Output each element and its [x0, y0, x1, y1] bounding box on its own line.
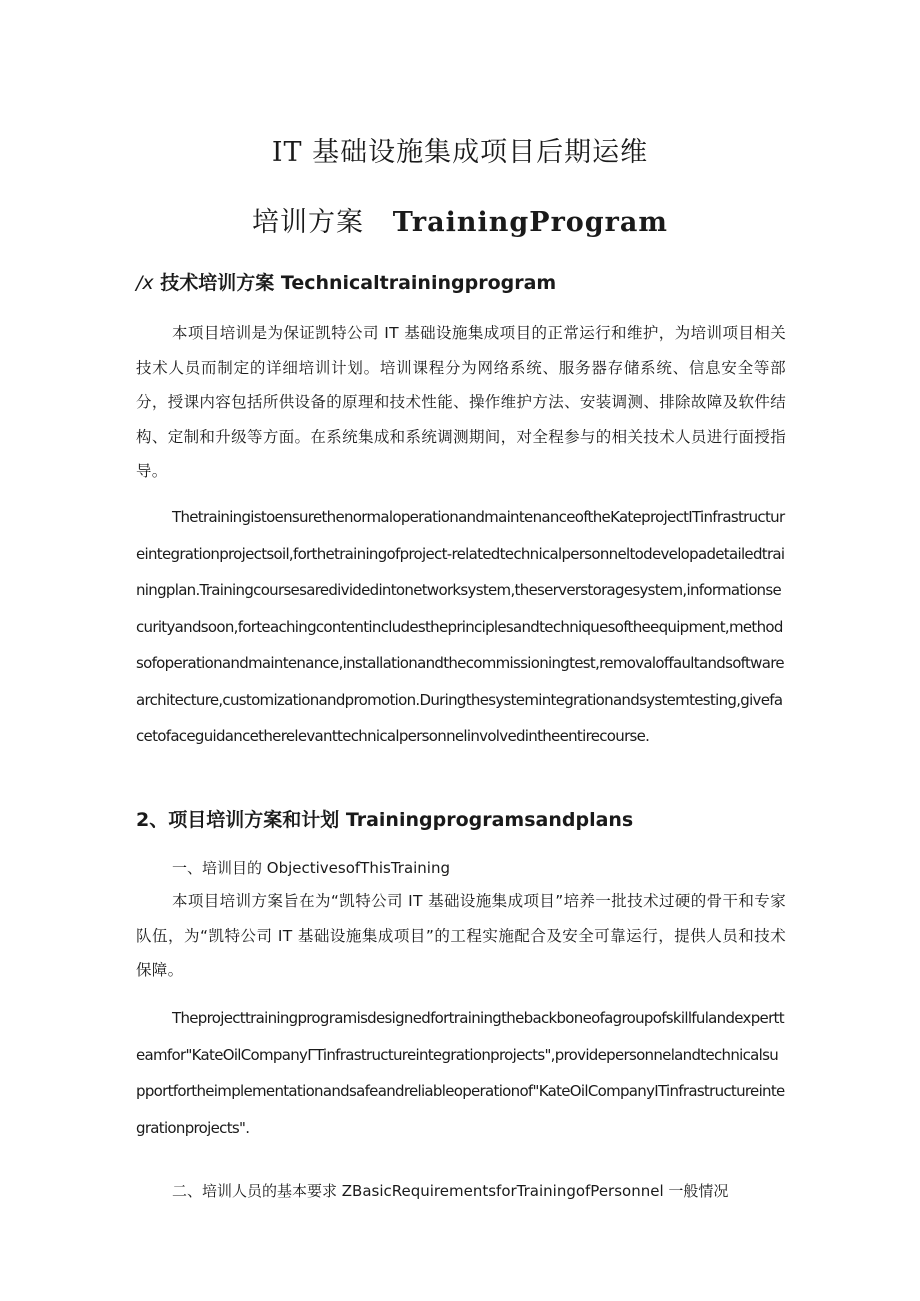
document-subtitle	[0, 200, 920, 239]
subheading-objectives: 一、培训目的 ObjectivesofThisTraining	[172, 859, 451, 877]
section-number-2: 2、	[136, 809, 169, 831]
subtitle-en: TrainingProgram	[392, 207, 668, 238]
section-2-paragraph-en: Theprojecttrainingprogramisdesignedfortrainingthebackboneofagroupofskillfulandexpertteamfor"KateOilCompanyΓTinfrastructureintegrationprojects",providepersonnelandtechnicalsupportfortheimplementationandsafeandreliableoperationof"KateOilCompanyITinfrastructureintegrationprojects".	[136, 1009, 785, 1137]
section-1-paragraph-en: ThetrainingistoensurethenormaloperationandmaintenanceoftheKateprojectITinfrastructureintegrationprojectsoil,forthetrainingofproject-relatedtechnicalpersonneltodevelopadetailedtrainingplan.Trainingcoursesaredividedintonetworksystem,theserverstoragesystem,informationsecurityandsoon,forteachingcontentincludestheprinciplesandtechniquesoftheequipment,methodsofoperationandmaintenance,installationandthecommissioningtest,removaloffaultandsoftwarearchitecture,customizationandpromotion.Duringthesystemintegrationandsystemtesting,givefacetofaceguidancetherelevanttechnicalpersonnelinvolvedintheentirecourse.	[136, 508, 785, 745]
subtitle-zh: 培训方案	[252, 207, 365, 238]
section-2-paragraph-zh: 本项目培训方案旨在为“凯特公司 IT 基础设施集成项目”培养一批技术过硬的骨干和专家队伍，为“凯特公司 IT 基础设施集成项目”的工程实施配合及安全可靠运行，提供人员和技术保障。	[136, 892, 786, 979]
section-heading-2	[136, 805, 633, 832]
subheading-requirements: 二、培训人员的基本要求 ZBasicRequirementsforTrainingofPersonnel 一般情况	[172, 1182, 729, 1200]
document-title: IT 基础设施集成项目后期运维	[271, 137, 649, 168]
section-title-2: 项目培训方案和计划 Trainingprogramsandplans	[168, 809, 634, 831]
section-number-1: /x	[136, 272, 154, 294]
section-title-1: 技术培训方案 Technicaltrainingprogram	[160, 272, 557, 294]
section-heading-1	[136, 268, 556, 295]
section-1-paragraph-zh: 本项目培训是为保证凯特公司 IT 基础设施集成项目的正常运行和维护，为培训项目相关技术人员而制定的详细培训计划。培训课程分为网络系统、服务器存储系统、信息安全等部分，授课内容包括所供设备的原理和技术性能、操作维护方法、安装调测、排除故障及软件结构、定制和升级等方面。在系统集成和系统调测期间，对全程参与的相关技术人员进行面授指导。	[136, 324, 786, 480]
